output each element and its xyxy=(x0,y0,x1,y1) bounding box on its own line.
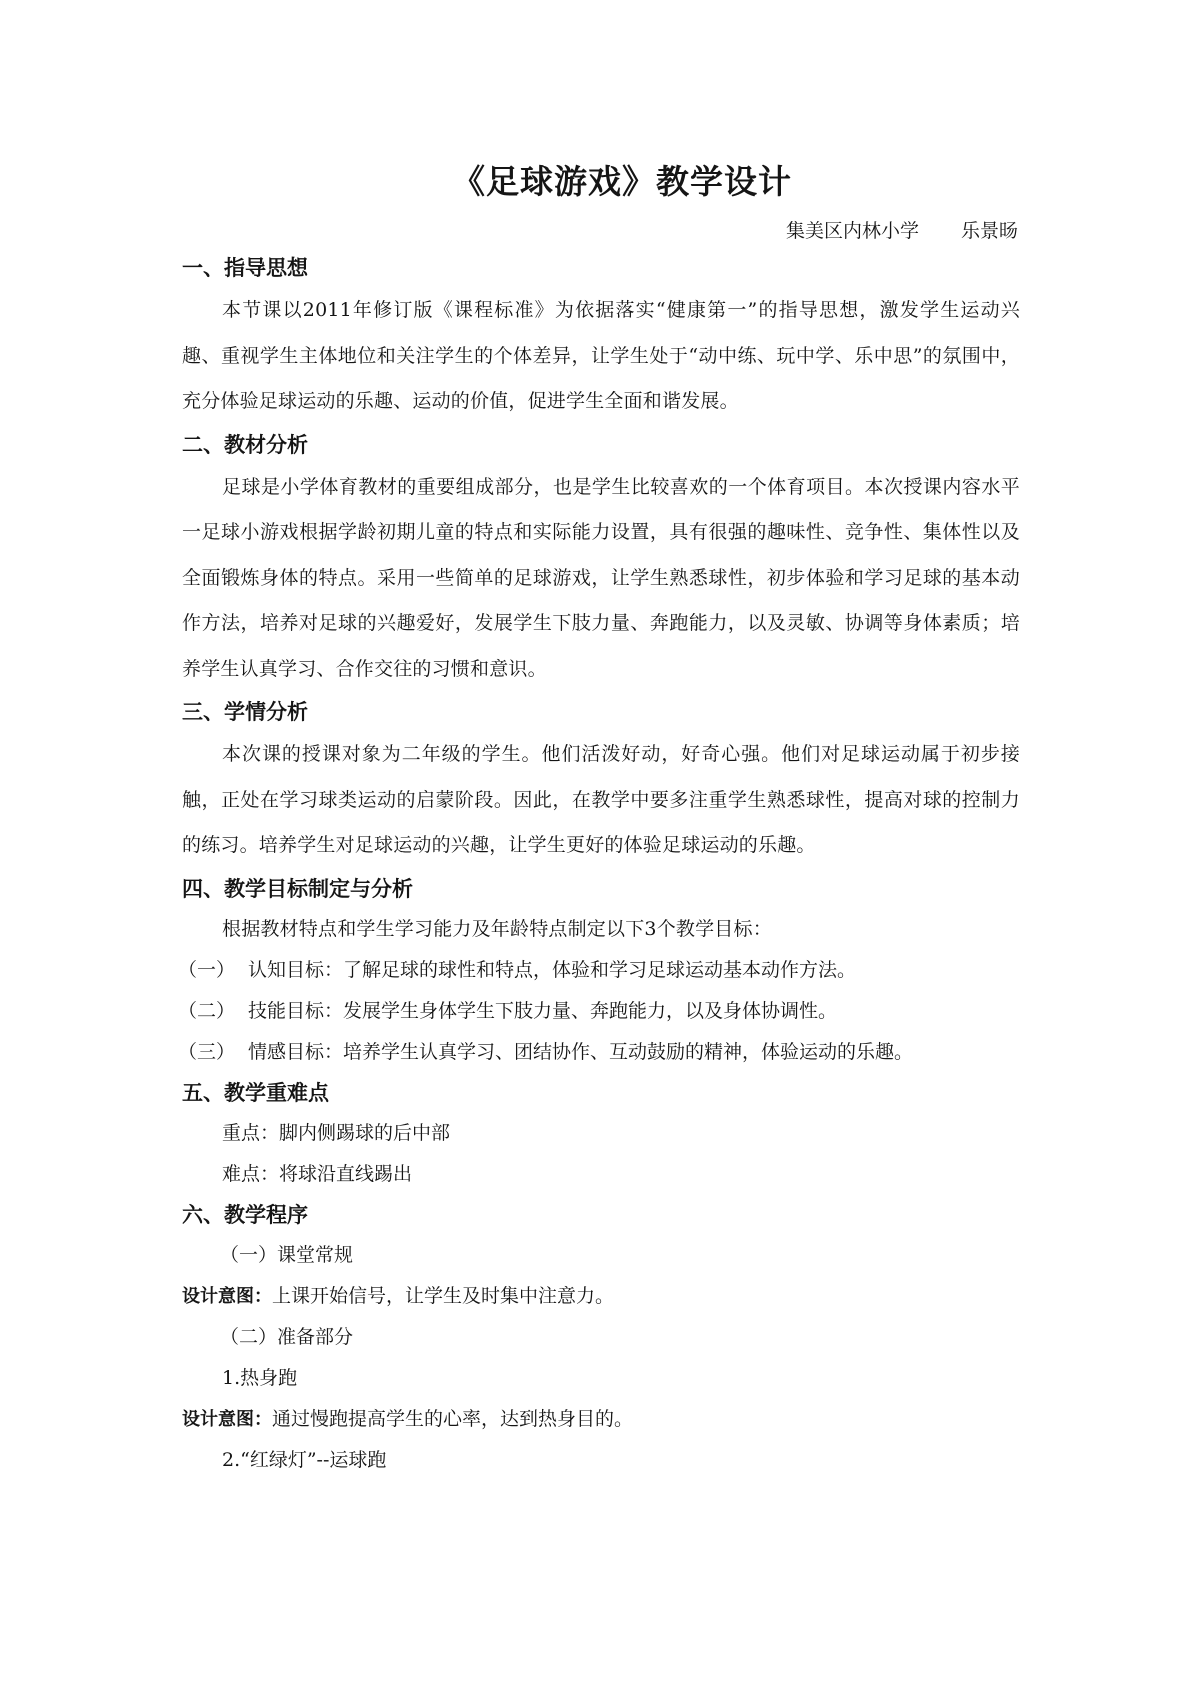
goal-item xyxy=(178,950,1020,991)
document-page xyxy=(178,160,1020,1481)
section-heading-procedure: 六、教学程序 xyxy=(182,1202,308,1227)
design-intent-text: 上课开始信号，让学生及时集中注意力。 xyxy=(272,1284,615,1307)
procedure-warmup: 1.热身跑 xyxy=(222,1366,298,1389)
design-intent-label: 设计意图： xyxy=(182,1408,272,1430)
design-intent xyxy=(182,1399,1020,1440)
author-line xyxy=(182,214,1020,248)
goal-item xyxy=(178,1032,1020,1073)
section-paragraph-student-analysis: 本次课的授课对象为二年级的学生。他们活泼好动，好奇心强。他们对足球运动属于初步接触，正处在学习球类运动的启蒙阶段。因此，在教学中要多注重学生熟悉球性，提高对球的控制力的练习。培养学生对足球运动的兴趣，让学生更好的体验足球运动的乐趣。 xyxy=(182,743,1020,856)
goal-text: 技能目标：发展学生身体学生下肢力量、奔跑能力，以及身体协调性。 xyxy=(248,999,838,1022)
key-point: 重点：脚内侧踢球的后中部 xyxy=(222,1121,451,1144)
goal-number: （三） xyxy=(178,1040,236,1063)
difficult-point: 难点：将球沿直线踢出 xyxy=(222,1162,413,1185)
procedure-game: 2.“红绿灯”--运球跑 xyxy=(222,1448,387,1471)
goal-item xyxy=(178,991,1020,1032)
design-intent-text: 通过慢跑提高学生的心率，达到热身目的。 xyxy=(272,1407,634,1430)
section-heading-material-analysis: 二、教材分析 xyxy=(182,432,308,457)
goal-number: （二） xyxy=(178,999,236,1022)
section-heading-student-analysis: 三、学情分析 xyxy=(182,700,308,724)
section-heading-guiding-idea: 一、指导思想 xyxy=(182,256,308,280)
author-school: 集美区内林小学 xyxy=(785,220,919,242)
section-paragraph-guiding-idea: 本节课以2011年修订版《课程标准》为依据落实“健康第一”的指导思想，激发学生运动兴趣、重视学生主体地位和关注学生的个体差异，让学生处于“动中练、玩中学、乐中思”的氛围中，充分体验足球运动的乐趣、运动的价值，促进学生全面和谐发展。 xyxy=(182,299,1020,412)
goal-number: （一） xyxy=(178,958,236,981)
section-heading-key-points: 五、教学重难点 xyxy=(182,1080,329,1105)
author-name: 乐景旸 xyxy=(960,220,1018,242)
section-paragraph-material-analysis: 足球是小学体育教材的重要组成部分，也是学生比较喜欢的一个体育项目。本次授课内容水平一足球小游戏根据学龄初期儿童的特点和实际能力设置，具有很强的趣味性、竞争性、集体性以及全面锻炼身体的特点。采用一些简单的足球游戏，让学生熟悉球性，初步体验和学习足球的基本动作方法，培养对足球的兴趣爱好，发展学生下肢力量、奔跑能力，以及灵敏、协调等身体素质；培养学生认真学习、合作交往的习惯和意识。 xyxy=(182,475,1020,680)
document-title: 《足球游戏》教学设计 xyxy=(452,162,792,201)
procedure-preparation: （二）准备部分 xyxy=(220,1325,354,1348)
section-paragraph-teaching-goals: 根据教材特点和学生学习能力及年龄特点制定以下3个教学目标： xyxy=(222,917,772,940)
design-intent-label: 设计意图： xyxy=(182,1285,272,1307)
section-heading-teaching-goals: 四、教学目标制定与分析 xyxy=(182,876,413,901)
goal-text: 情感目标：培养学生认真学习、团结协作、互动鼓励的精神，体验运动的乐趣。 xyxy=(248,1040,914,1063)
procedure-routine: （一）课堂常规 xyxy=(220,1243,354,1266)
design-intent xyxy=(182,1276,1020,1317)
goal-text: 认知目标：了解足球的球性和特点，体验和学习足球运动基本动作方法。 xyxy=(248,958,857,981)
